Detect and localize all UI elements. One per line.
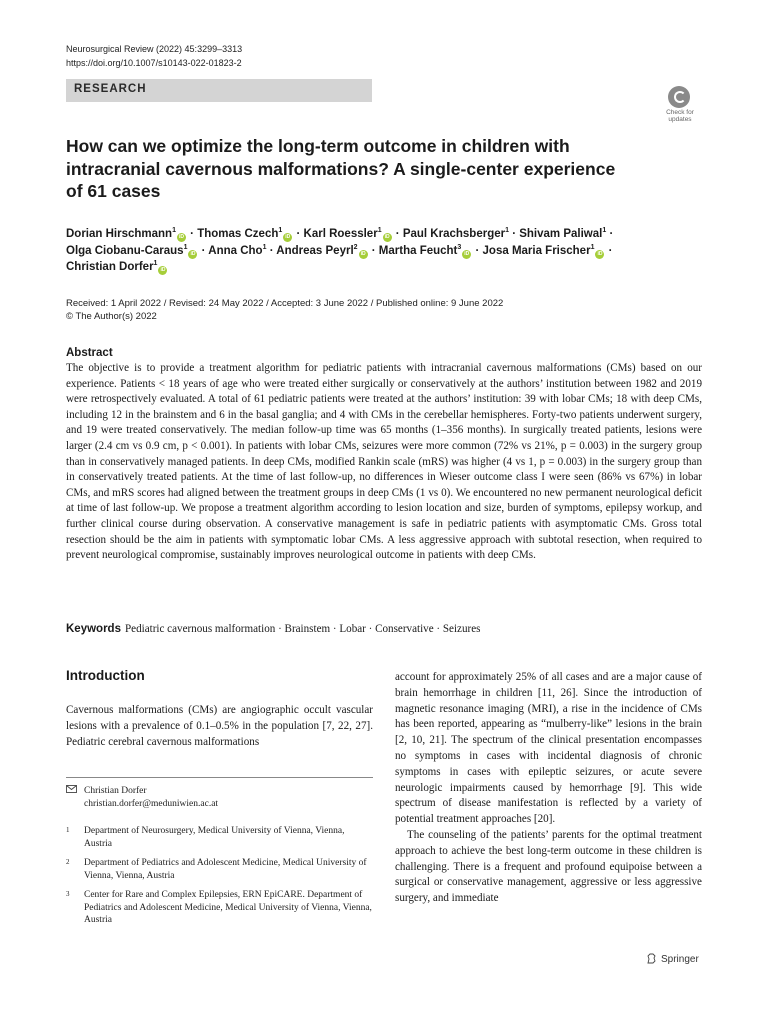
journal-citation: Neurosurgical Review (2022) 45:3299–3313 bbox=[66, 44, 243, 54]
intro-paragraph-left: Cavernous malformations (CMs) are angiographic occult vascular lesions with a prevalence of 0.1–0.5% in the population [7, 22, 27]. Pediatric cerebral cavernous malformations bbox=[66, 704, 373, 748]
intro-paragraph-right-1: account for approximately 25% of all cases and are a major cause of brain hemorrhage in children [11, 26]. Since the introduction of magnetic resonance imaging (MRI), a rise in the incidence of CMs has been reported, appearing as “mulberry-like” lesions in the brain [2, 10, 21]. The spectrum of the clinical presentation encompasses no symptoms in cases with incidental diagnosis of chronic symptoms in cases with epileptic seizures, or acute severe neurologic impairments caused by hemorrhage [9]. This wide spectrum of disease manifestation is reflected by a variety of potential treatment approaches [20]. bbox=[395, 671, 702, 826]
orcid-icon[interactable] bbox=[158, 266, 167, 275]
correspondence-name: Christian Dorfer bbox=[84, 786, 147, 796]
affiliation-text: Center for Rare and Complex Epilepsies, ERN EpiCARE. Department of Pediatrics and Adolescent Medicine, Medical University of Vienna, Vienna, Austria bbox=[84, 890, 372, 925]
author-affiliation-marker: 1 bbox=[262, 243, 267, 251]
intro-paragraph-right-2: The counseling of the patients’ parents for the optimal treatment approach to achieve the best long-term outcome in these children is challenging. There is a frequent and profound equipoise between a surgical or conservative management, aggressive or less aggressive surgery, and immediate bbox=[395, 828, 702, 905]
author-name[interactable]: Olga Ciobanu-Caraus bbox=[66, 244, 184, 257]
keywords-label: Keywords bbox=[66, 623, 121, 635]
envelope-icon bbox=[66, 785, 77, 796]
publication-dates bbox=[66, 297, 503, 323]
orcid-icon[interactable] bbox=[595, 250, 604, 259]
author-name[interactable]: Paul Krachsberger bbox=[402, 228, 506, 240]
publisher-name: Springer bbox=[661, 954, 699, 965]
author-name[interactable]: Karl Roessler bbox=[303, 228, 378, 240]
affiliation-text: Department of Neurosurgery, Medical University of Vienna, Vienna, Austria bbox=[84, 826, 345, 849]
publisher-mark bbox=[646, 953, 699, 965]
author-affiliation-marker: 1 bbox=[602, 227, 607, 235]
left-column bbox=[66, 703, 373, 750]
author-affiliation-marker: 1 bbox=[590, 243, 595, 251]
author-affiliation-marker: 3 bbox=[457, 243, 462, 251]
author-name[interactable]: Shivam Paliwal bbox=[519, 228, 603, 240]
section-label-bar bbox=[66, 79, 372, 102]
orcid-icon[interactable] bbox=[383, 233, 392, 242]
author-affiliation-marker: 1 bbox=[377, 227, 382, 235]
badge-line2: updates bbox=[668, 116, 692, 123]
orcid-icon[interactable] bbox=[177, 233, 186, 242]
affiliation-number: 2 bbox=[66, 858, 70, 866]
correspondence-email[interactable]: christian.dorfer@meduniwien.ac.at bbox=[84, 798, 219, 809]
author-name[interactable]: Josa Maria Frischer bbox=[482, 244, 591, 257]
orcid-icon[interactable] bbox=[283, 233, 292, 242]
orcid-icon[interactable] bbox=[359, 250, 368, 259]
author-affiliation-marker: 1 bbox=[153, 260, 158, 268]
orcid-icon[interactable] bbox=[462, 250, 471, 259]
copyright-line: © The Author(s) 2022 bbox=[66, 311, 157, 322]
check-for-updates-badge[interactable] bbox=[660, 86, 700, 126]
abstract-heading: Abstract bbox=[66, 347, 113, 359]
affiliation-text: Department of Pediatrics and Adolescent Medicine, Medical University of Vienna, Vienna, Austria bbox=[84, 858, 367, 881]
orcid-icon[interactable] bbox=[188, 250, 197, 259]
doi-link[interactable]: https://doi.org/10.1007/s10143-022-01823-2 bbox=[66, 58, 242, 68]
springer-horse-icon bbox=[646, 953, 657, 964]
abstract-text: The objective is to provide a treatment algorithm for pediatric patients with intracranial cavernous malformations (CMs) based on our experience. Patients < 18 years of age who were treated either surgically or conservatively at the authors’ institution between 1982 and 2019 were retrospectively evaluated. A total of 61 pediatric patients were treated at the authors’ institution: 39 with lobar CMs; 18 with deep CMs, including 12 in the brainstem and 6 in the basal ganglia; and 4 with CMs in the cerebellar hemispheres. Forty-two patients underwent surgery, and 19 were treated conservatively. The median follow-up time was 65 months (1–356 months). In surgically treated patients, lesions were larger (2.4 cm vs 0.9 cm, p < 0.001). In patients with lobar CMs, seizures were more common (72% vs 21%, p = 0.003) in the surgery group than in conservatively managed patients. In deep CMs, modified Rankin scale (mRS) was higher (4 vs 1, p = 0.003) in the surgery group than in conservatively treated patients. At the time of last follow-up, no differences in Wieser outcome class I were seen (86% vs 67%) in lobar CMs, and mRS scores had aligned between the treatment groups in deep CMs (1 vs 0). We encountered no new permanent neurological deficit at time of last follow-up. We propose a treatment algorithm according to lesion location and size, burden of symptoms, epilepsy workup, and further clinical course during observation. A conservative management is safe in pediatric patients with asymptomatic CMs. Gross total resection should be the aim in patients with symptomatic lobar CMs. A less aggressive approach with subtotal resection, when required to prevent neurological compromise, sustainably improves neurological outcome in patients with deep CMs. bbox=[66, 362, 702, 562]
right-column bbox=[395, 670, 702, 907]
keywords bbox=[66, 622, 702, 637]
section-label: RESEARCH bbox=[74, 83, 147, 95]
author-name[interactable]: Martha Feucht bbox=[378, 244, 458, 257]
check-for-updates-icon bbox=[668, 86, 690, 108]
author-name[interactable]: Christian Dorfer bbox=[66, 261, 154, 273]
dates-line: Received: 1 April 2022 / Revised: 24 May 2022 / Accepted: 3 June 2022 / Published online: 9 June 2022 bbox=[66, 298, 504, 309]
author-affiliation-marker: 1 bbox=[278, 227, 283, 235]
author-name[interactable]: Andreas Peyrl bbox=[276, 244, 354, 257]
footnote-divider bbox=[66, 777, 373, 778]
author-name[interactable]: Dorian Hirschmann bbox=[66, 228, 173, 240]
author-list: Dorian Hirschmann$^1$iD · Thomas Czech$^1$iD · Karl Roessler$^1$iD · Paul Krachsberger$^1$ · Shivam Paliwal$^1$ · Olga Ciobanu-Caraus$^1$iD · Anna Cho$^1$ · Andreas Peyrl$^2$iD · Martha Feucht$^3$iD · Josa Maria Frischer$^1$iD · Christian Dorfer$^1$iD bbox=[66, 226, 706, 276]
keywords-text: Pediatric cavernous malformation · Brainstem · Lobar · Conservative · Seizures bbox=[124, 623, 481, 635]
introduction-heading: Introduction bbox=[66, 668, 145, 683]
journal-header bbox=[66, 42, 242, 70]
author-affiliation-marker: 1 bbox=[505, 227, 509, 235]
badge-line1: Check for bbox=[666, 109, 694, 116]
author-affiliation-marker: 2 bbox=[353, 243, 358, 251]
article-title: How can we optimize the long-term outcome in children with intracranial cavernous malformations? A single-center experience of 61 cases bbox=[66, 136, 616, 201]
affiliation-number: 3 bbox=[66, 890, 70, 898]
affiliation-number: 1 bbox=[66, 826, 70, 834]
author-name[interactable]: Anna Cho bbox=[208, 244, 263, 257]
author-affiliation-marker: 1 bbox=[183, 243, 188, 251]
author-affiliation-marker: 1 bbox=[172, 227, 176, 235]
author-name[interactable]: Thomas Czech bbox=[197, 228, 279, 240]
